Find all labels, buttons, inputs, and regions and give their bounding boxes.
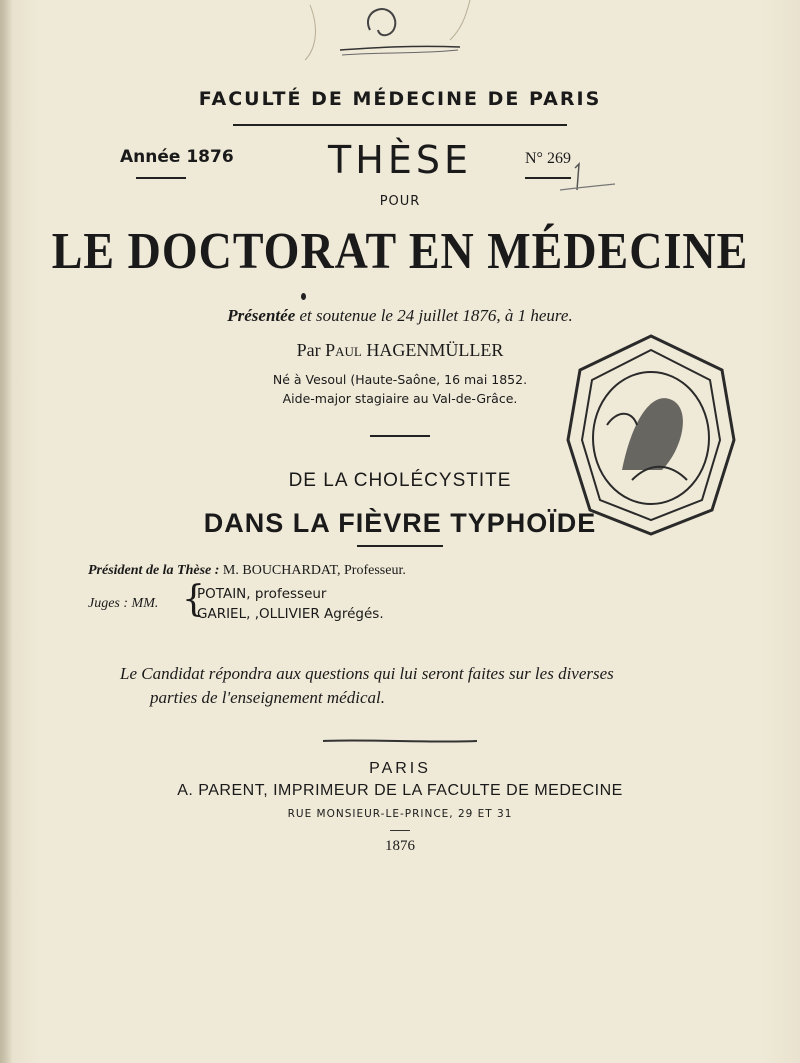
degree-title: LE DOCTORAT EN MÉDECINE — [51, 221, 749, 280]
notice-line-1: Le Candidat répondra aux questions qui lui seront faites sur les diverses — [120, 664, 614, 683]
thesis-number: N° 269 — [525, 150, 571, 167]
divider — [390, 830, 410, 831]
ink-dot — [301, 293, 306, 300]
notice-line-2: parties de l'enseignement médical. — [150, 688, 385, 707]
divider — [370, 435, 430, 437]
thesis-year: Année 1876 — [120, 147, 234, 167]
divider — [357, 545, 443, 547]
author-last-name: HAGENMÜLLER — [366, 340, 504, 360]
author-first-name: Paul — [325, 340, 362, 360]
judge-2: GARIEL, ,OLLIVIER Agrégés. — [197, 606, 384, 622]
par-label: Par — [296, 340, 321, 360]
thesis-title: THÈSE — [328, 138, 472, 182]
faculty-heading: FACULTÉ DE MÉDECINE DE PARIS — [198, 88, 602, 110]
imprint-city: PARIS — [369, 760, 431, 777]
jury-president — [88, 563, 406, 579]
president-label: Président de la Thèse : — [88, 563, 220, 578]
subject-line-2: DANS LA FIÈVRE TYPHOÏDE — [203, 508, 597, 538]
defense-date — [0, 306, 800, 326]
presented-prefix: Présentée — [227, 306, 296, 325]
imprint-year: 1876 — [385, 838, 415, 854]
author-position: Aide-major stagiaire au Val-de-Grâce. — [282, 391, 518, 406]
imprint-street: RUE MONSIEUR-LE-PRINCE, 29 ET 31 — [287, 808, 513, 820]
pour-label: POUR — [379, 194, 421, 209]
divider — [233, 124, 567, 126]
candidate-notice — [120, 662, 740, 710]
judges-label: Juges : MM. — [88, 596, 159, 611]
brace-icon: { — [182, 579, 205, 620]
president-name: M. BOUCHARDAT, Professeur. — [222, 563, 406, 578]
imprint-printer: A. PARENT, IMPRIMEUR DE LA FACULTE DE MEDECINE — [177, 782, 623, 799]
library-stamp-icon — [562, 330, 740, 540]
presented-text: et soutenue le 24 juillet 1876, à 1 heure. — [299, 306, 573, 325]
judge-1: POTAIN, professeur — [197, 586, 327, 602]
handwritten-mark-icon — [300, 0, 500, 75]
subject-line-1: DE LA CHOLÉCYSTITE — [288, 470, 512, 491]
author-birth: Né à Vesoul (Haute-Saône, 16 mai 1852. — [272, 372, 528, 387]
ornament-divider-icon — [323, 738, 477, 744]
